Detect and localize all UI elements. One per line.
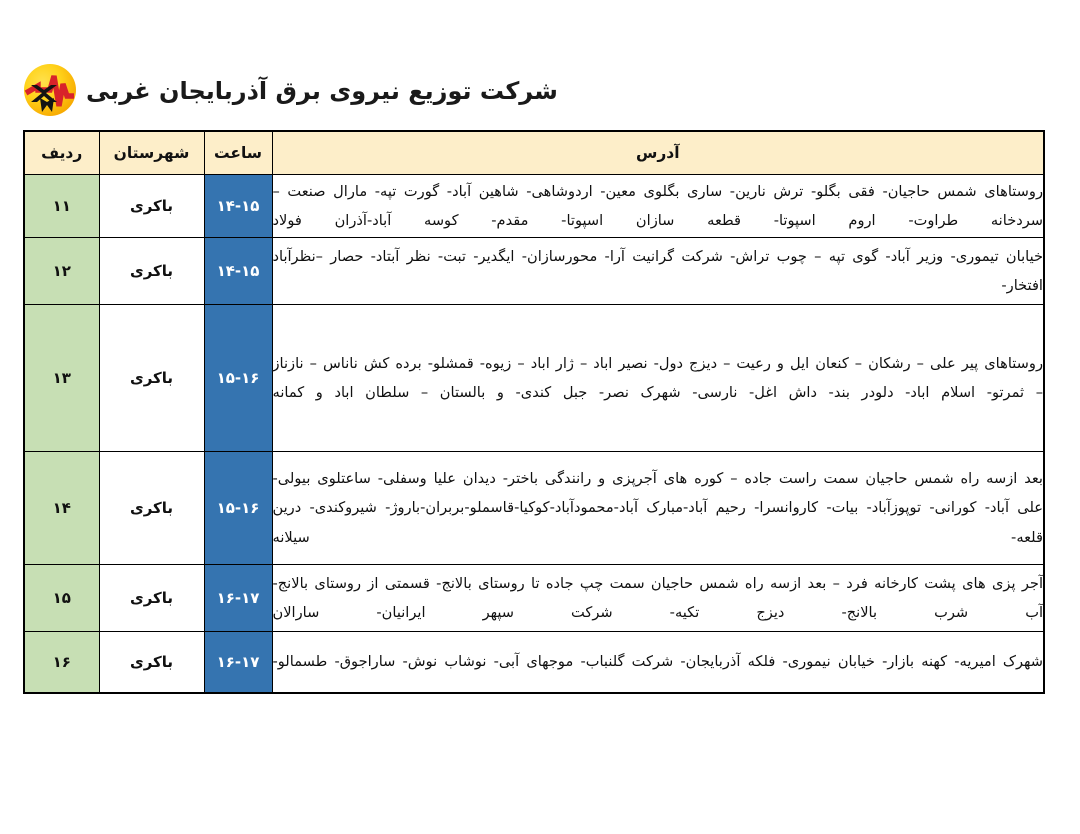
cell-address: شهرک امیریه- کهنه بازار- خیابان نیموری- فلکه آذربایجان- شرکت گلنباب- موجهای آبی- نوشاب نوش- ساراجوق- طسمالو- bbox=[272, 632, 1044, 694]
table-body bbox=[24, 175, 1044, 694]
table-row bbox=[24, 305, 1044, 452]
cell-city: باکری bbox=[99, 238, 204, 305]
cell-address: روستاهای پیر علی – رشکان – کنعان ایل و رعیت – دیزج دول- نصیر اباد – ژار اباد – زیوه- قمشلو- برده کش ناناس – نازناز – ثمرتو- اسلام اباد- دلودر بند- داش اغل- نارسی- شهرک نصر- جبل کندی- و بالستان – سلطان اباد و کمانه bbox=[272, 305, 1044, 452]
page-title: شرکت توزیع نیروی برق آذربایجان غربی bbox=[86, 76, 558, 105]
table-row bbox=[24, 238, 1044, 305]
cell-row-number: ۱۲ bbox=[24, 238, 99, 305]
logo-bolt-mark bbox=[18, 62, 80, 124]
cell-time: ۱۵-۱۶ bbox=[204, 305, 272, 452]
cell-row-number: ۱۵ bbox=[24, 565, 99, 632]
table-header bbox=[24, 131, 1044, 175]
cell-address: روستاهای شمس حاجیان- فقی بگلو- ترش نارین- ساری بگلوی معین- اردوشاهی- شاهین آباد- گورت تپه- مارال صنعت – سردخانه طراوت- اروم اسپوتا- قطعه سازان اسپوتا- مقدم- کوسه آباد-آذران فولاد bbox=[272, 175, 1044, 238]
page-header bbox=[18, 62, 1062, 124]
cell-time: ۱۴-۱۵ bbox=[204, 175, 272, 238]
cell-row-number: ۱۳ bbox=[24, 305, 99, 452]
outage-schedule-table-wrapper bbox=[23, 130, 1045, 694]
column-header-row-number: ردیف bbox=[24, 131, 99, 175]
cell-address: خیابان تیموری- وزیر آباد- گوی تپه – چوب تراش- شرکت گرانیت آرا- محورسازان- ایگدیر- تبت- نظر آبتاد- حصار –نظرآباد افتخار- bbox=[272, 238, 1044, 305]
table-header-row bbox=[24, 131, 1044, 175]
table-row bbox=[24, 632, 1044, 694]
cell-city: باکری bbox=[99, 305, 204, 452]
company-logo-icon bbox=[18, 62, 80, 124]
table-row bbox=[24, 175, 1044, 238]
cell-row-number: ۱۶ bbox=[24, 632, 99, 694]
cell-time: ۱۵-۱۶ bbox=[204, 452, 272, 565]
cell-row-number: ۱۴ bbox=[24, 452, 99, 565]
cell-time: ۱۶-۱۷ bbox=[204, 632, 272, 694]
cell-address: آجر پزی های پشت کارخانه فرد – بعد ازسه راه شمس حاجیان سمت چپ جاده تا روستای بالانج- قسمتی از روستای بالانج- آب شرب بالانج- دیزج تکیه- شرکت سپهر ایرانیان- سارالان bbox=[272, 565, 1044, 632]
cell-city: باکری bbox=[99, 632, 204, 694]
cell-time: ۱۶-۱۷ bbox=[204, 565, 272, 632]
table-row bbox=[24, 452, 1044, 565]
cell-time: ۱۴-۱۵ bbox=[204, 238, 272, 305]
cell-city: باکری bbox=[99, 175, 204, 238]
outage-schedule-table bbox=[23, 130, 1045, 694]
column-header-address: آدرس bbox=[272, 131, 1044, 175]
cell-row-number: ۱۱ bbox=[24, 175, 99, 238]
column-header-city: شهرستان bbox=[99, 131, 204, 175]
cell-city: باکری bbox=[99, 452, 204, 565]
column-header-time: ساعت bbox=[204, 131, 272, 175]
table-row bbox=[24, 565, 1044, 632]
cell-city: باکری bbox=[99, 565, 204, 632]
cell-address: بعد ازسه راه شمس حاجیان سمت راست جاده – کوره های آجرپزی و رانندگی باختر- دیدان علیا وسفلی- ساعتلوی بیولی- علی آباد- کورانی- توپوزآباد- بیات- کاروانسرا- رحیم آباد-مبارک آباد-محمودآباد-کوکیا-قاسملو-بربران-باروژ- شیروکندی- درین قلعه- سیلانه bbox=[272, 452, 1044, 565]
